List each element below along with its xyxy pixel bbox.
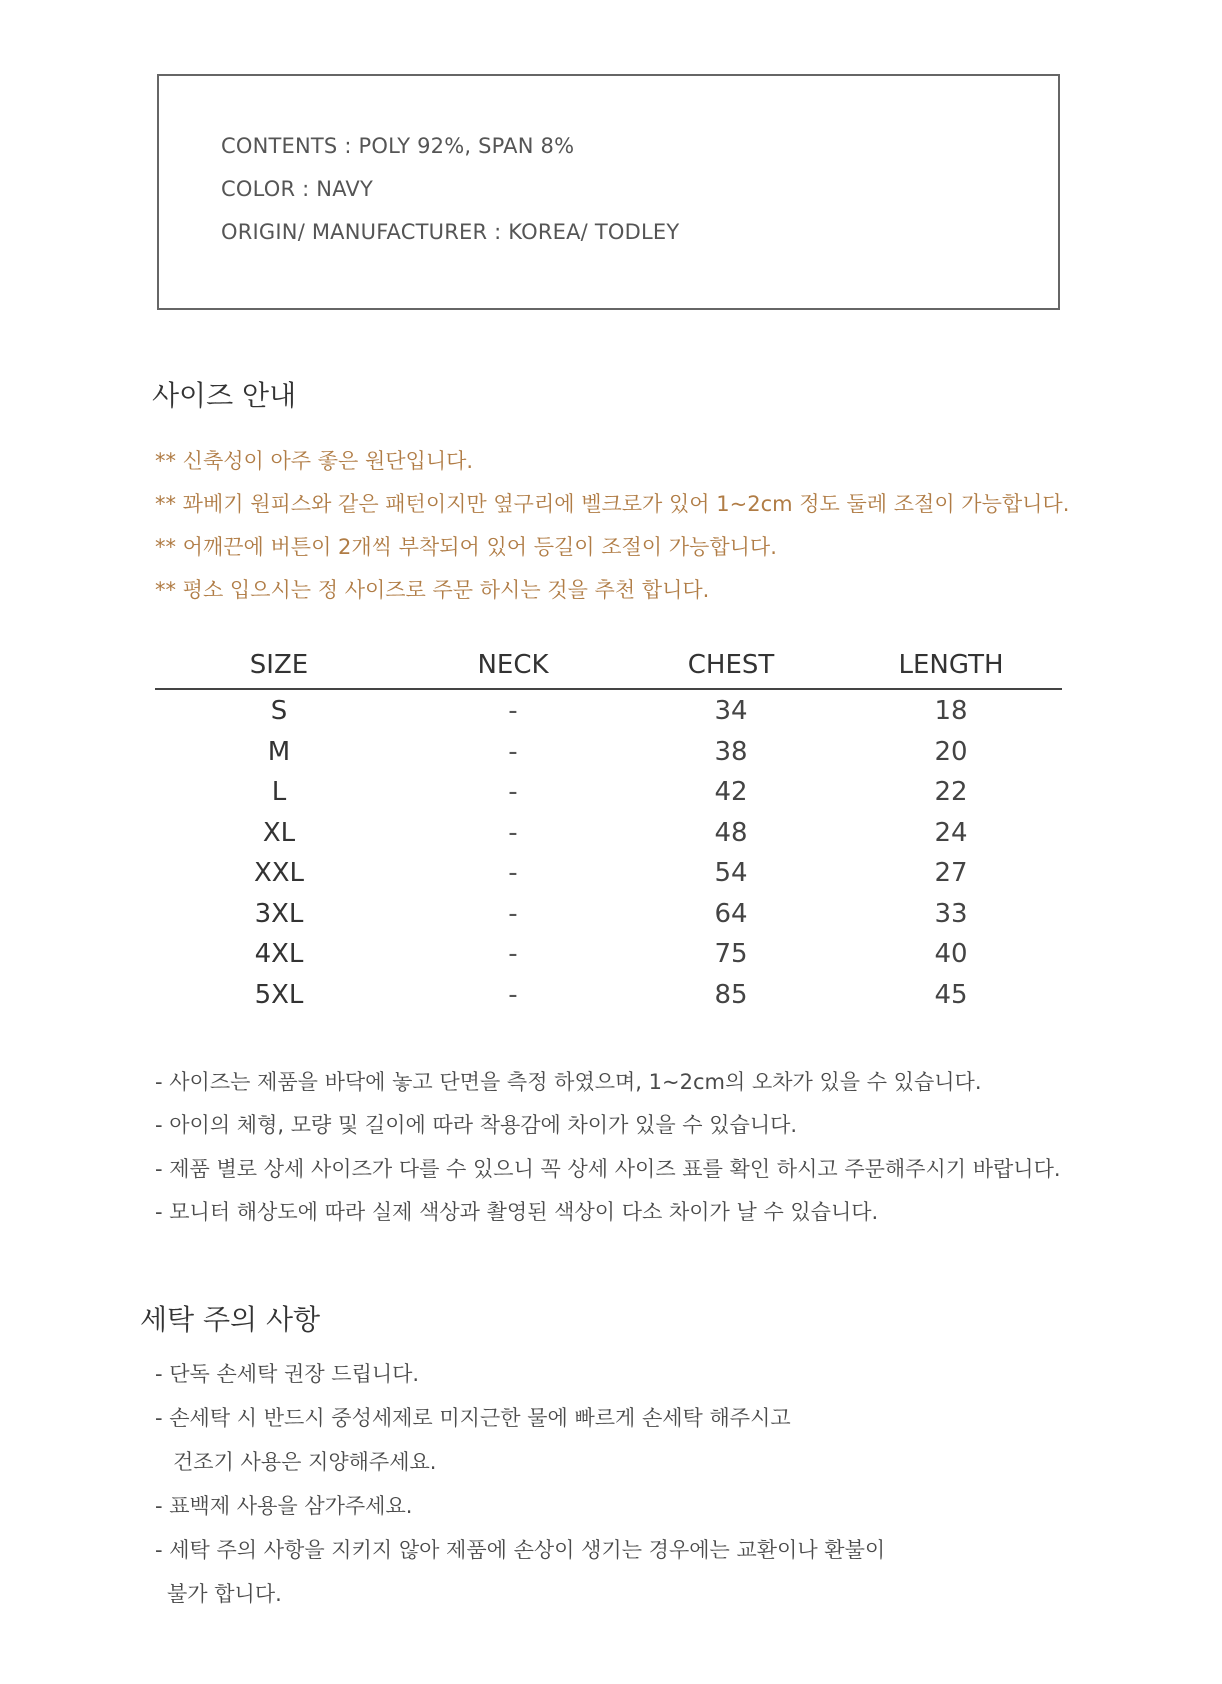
size-cell: 5XL — [254, 979, 304, 1010]
size-remark-3: - 제품 별로 상세 사이즈가 다를 수 있으니 꼭 상세 사이즈 표를 확인 하시고 주문해주시기 바랍니다. — [155, 1157, 1061, 1181]
origin-text: ORIGIN/ MANUFACTURER : KOREA/ TODLEY — [221, 220, 680, 244]
table-row — [155, 974, 1062, 1015]
size-cell: XL — [262, 817, 296, 848]
neck-cell: - — [508, 939, 518, 969]
length-cell: 45 — [934, 979, 968, 1010]
length-cell: 22 — [934, 777, 968, 807]
length-cell: 24 — [934, 817, 968, 848]
product-info-box — [157, 74, 1060, 310]
table-row — [155, 731, 1062, 772]
chest-cell: 48 — [714, 817, 748, 848]
chest-cell: 42 — [714, 777, 748, 807]
table-row — [155, 893, 1062, 934]
size-cell: S — [270, 696, 288, 726]
table-row — [155, 852, 1062, 893]
washing-line-2-cont: 건조기 사용은 지양해주세요. — [173, 1450, 437, 1474]
size-cell: 4XL — [254, 939, 304, 969]
size-note-2: ** 꽈베기 원피스와 같은 패턴이지만 옆구리에 벨크로가 있어 1~2cm 정도 둘레 조절이 가능합니다. — [155, 492, 1070, 516]
size-guide-title: 사이즈 안내 — [152, 379, 297, 412]
chest-cell: 34 — [714, 696, 748, 726]
neck-cell: - — [508, 898, 518, 929]
size-cell: XXL — [253, 858, 305, 888]
washing-line-4-cont: 불가 합니다. — [167, 1582, 282, 1606]
washing-line-1: - 단독 손세탁 권장 드립니다. — [155, 1362, 420, 1386]
table-row — [155, 812, 1062, 853]
washing-line-3: - 표백제 사용을 삼가주세요. — [155, 1494, 413, 1518]
table-row — [155, 771, 1062, 812]
chest-cell: 54 — [714, 858, 748, 888]
size-table-header — [155, 648, 1062, 690]
length-cell: 33 — [934, 898, 968, 929]
size-cell: L — [271, 777, 287, 807]
header-neck: NECK — [477, 650, 549, 680]
chest-cell: 75 — [714, 939, 748, 969]
washing-line-2: - 손세탁 시 반드시 중성세제로 미지근한 물에 빠르게 손세탁 해주시고 — [155, 1406, 791, 1430]
size-cell: 3XL — [254, 898, 304, 929]
table-row — [155, 933, 1062, 974]
table-row — [155, 690, 1062, 731]
length-cell: 18 — [934, 696, 968, 726]
chest-cell: 64 — [714, 898, 748, 929]
washing-line-4: - 세탁 주의 사항을 지키지 않아 제품에 손상이 생기는 경우에는 교환이나 환불이 — [155, 1538, 886, 1562]
header-size: SIZE — [249, 650, 309, 680]
chest-cell: 85 — [714, 979, 748, 1010]
chest-cell: 38 — [714, 736, 748, 767]
size-remark-1: - 사이즈는 제품을 바닥에 놓고 단면을 측정 하였으며, 1~2cm의 오차가 있을 수 있습니다. — [155, 1070, 982, 1094]
size-note-1: ** 신축성이 아주 좋은 원단입니다. — [155, 449, 474, 473]
size-remark-4: - 모니터 해상도에 따라 실제 색상과 촬영된 색상이 다소 차이가 날 수 있습니다. — [155, 1200, 879, 1224]
size-cell: M — [267, 736, 291, 767]
neck-cell: - — [508, 736, 518, 767]
washing-title: 세탁 주의 사항 — [140, 1303, 321, 1336]
length-cell: 27 — [934, 858, 968, 888]
contents-text: CONTENTS : POLY 92%, SPAN 8% — [221, 134, 575, 158]
neck-cell: - — [508, 817, 518, 848]
neck-cell: - — [508, 858, 518, 888]
size-table — [155, 648, 1062, 1014]
header-chest: CHEST — [687, 650, 775, 680]
neck-cell: - — [508, 696, 518, 726]
neck-cell: - — [508, 979, 518, 1010]
length-cell: 40 — [934, 939, 968, 969]
size-note-3: ** 어깨끈에 버튼이 2개씩 부착되어 있어 등길이 조절이 가능합니다. — [155, 535, 777, 559]
color-text: COLOR : NAVY — [221, 177, 374, 201]
size-note-4: ** 평소 입으시는 정 사이즈로 주문 하시는 것을 추천 합니다. — [155, 578, 710, 602]
size-remark-2: - 아이의 체형, 모량 및 길이에 따라 착용감에 차이가 있을 수 있습니다. — [155, 1113, 798, 1137]
length-cell: 20 — [934, 736, 968, 767]
header-length: LENGTH — [898, 650, 1004, 680]
neck-cell: - — [508, 777, 518, 807]
